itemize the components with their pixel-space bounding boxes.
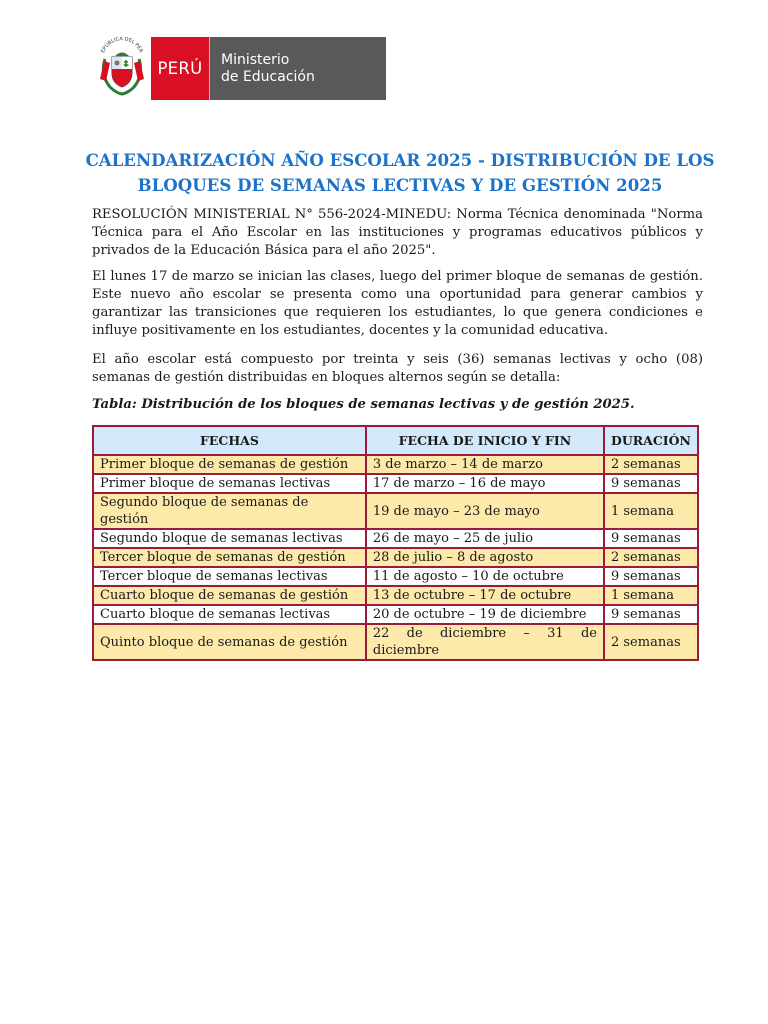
bloque-cell: Quinto bloque de semanas de gestión <box>93 624 366 660</box>
inicio-fin-cell: 26 de mayo – 25 de julio <box>366 529 604 548</box>
bloque-cell: Segundo bloque de semanas lectivas <box>93 529 366 548</box>
ministry-header <box>96 37 315 100</box>
table-row <box>93 605 698 624</box>
duracion-cell: 2 semanas <box>604 455 698 474</box>
bloque-cell: Primer bloque de semanas de gestión <box>93 455 366 474</box>
duracion-cell: 9 semanas <box>604 605 698 624</box>
bloque-cell: Tercer bloque de semanas lectivas <box>93 567 366 586</box>
column-header-inicio-fin: FECHA DE INICIO Y FIN <box>366 426 604 455</box>
inicio-fin-cell: 22 de diciembre – 31 de diciembre <box>366 624 604 660</box>
inicio-fin-cell: 28 de julio – 8 de agosto <box>366 548 604 567</box>
country-name: PERÚ <box>157 59 203 78</box>
peru-badge <box>151 37 209 100</box>
document-title: CALENDARIZACIÓN AÑO ESCOLAR 2025 - DISTRIBUCIÓN DE LOS BLOQUES DE SEMANAS LECTIVAS Y DE GESTIÓN 2025 <box>85 150 715 195</box>
table-header-row <box>93 426 698 455</box>
table-row <box>93 529 698 548</box>
resolution-paragraph: RESOLUCIÓN MINISTERIAL N° 556-2024-MINEDU: Norma Técnica denominada "Norma Técnica para el Año Escolar en las instituciones y programas educativos públicos y privados de la Educación Básica para el año 2025". <box>92 207 703 258</box>
coat-of-arms-logo <box>96 37 148 100</box>
column-header-duracion: DURACIÓN <box>604 426 698 455</box>
table-caption: Tabla: Distribución de los bloques de semanas lectivas y de gestión 2025. <box>92 397 635 412</box>
ministry-name-box <box>209 37 386 100</box>
duracion-cell: 1 semana <box>604 586 698 605</box>
composition-paragraph: El año escolar está compuesto por treinta y seis (36) semanas lectivas y ocho (08) semanas de gestión distribuidas en bloques alternos según se detalla: <box>92 352 703 385</box>
inicio-fin-cell: 11 de agosto – 10 de octubre <box>366 567 604 586</box>
bloque-cell: Cuarto bloque de semanas lectivas <box>93 605 366 624</box>
table-row <box>93 493 698 529</box>
bloque-cell: Primer bloque de semanas lectivas <box>93 474 366 493</box>
table-row <box>93 624 698 660</box>
duracion-cell: 9 semanas <box>604 474 698 493</box>
inicio-fin-cell: 13 de octubre – 17 de octubre <box>366 586 604 605</box>
column-header-fechas: FECHAS <box>93 426 366 455</box>
table-row <box>93 586 698 605</box>
duracion-cell: 2 semanas <box>604 548 698 567</box>
duracion-cell: 9 semanas <box>604 567 698 586</box>
duracion-cell: 9 semanas <box>604 529 698 548</box>
intro-paragraph: El lunes 17 de marzo se inician las clases, luego del primer bloque de semanas de gestión. Este nuevo año escolar se presenta como una oportunidad para generar cambios y garantizar las transiciones que requieren los estudiantes, lo que genera condiciones e influye positivamente en los estudiantes, docentes y la comunidad educativa. <box>92 269 703 338</box>
ministry-name-line2: de Educación <box>221 69 315 85</box>
duracion-cell: 2 semanas <box>604 624 698 660</box>
bloque-cell: Tercer bloque de semanas de gestión <box>93 548 366 567</box>
table-row <box>93 474 698 493</box>
schedule-table <box>92 425 699 661</box>
inicio-fin-cell: 3 de marzo – 14 de marzo <box>366 455 604 474</box>
table-row <box>93 455 698 474</box>
ministry-name-line1: Ministerio <box>221 52 290 68</box>
duracion-cell: 1 semana <box>604 493 698 529</box>
bloque-cell: Cuarto bloque de semanas de gestión <box>93 586 366 605</box>
table-row <box>93 567 698 586</box>
inicio-fin-cell: 17 de marzo – 16 de mayo <box>366 474 604 493</box>
bloque-cell: Segundo bloque de semanas de gestión <box>93 493 366 529</box>
inicio-fin-cell: 20 de octubre – 19 de diciembre <box>366 605 604 624</box>
inicio-fin-cell: 19 de mayo – 23 de mayo <box>366 493 604 529</box>
header-divider <box>209 37 210 100</box>
table-row <box>93 548 698 567</box>
svg-text:REPÚBLICA DEL PERÚ: EPÚBLICA DEL PER <box>100 37 144 54</box>
